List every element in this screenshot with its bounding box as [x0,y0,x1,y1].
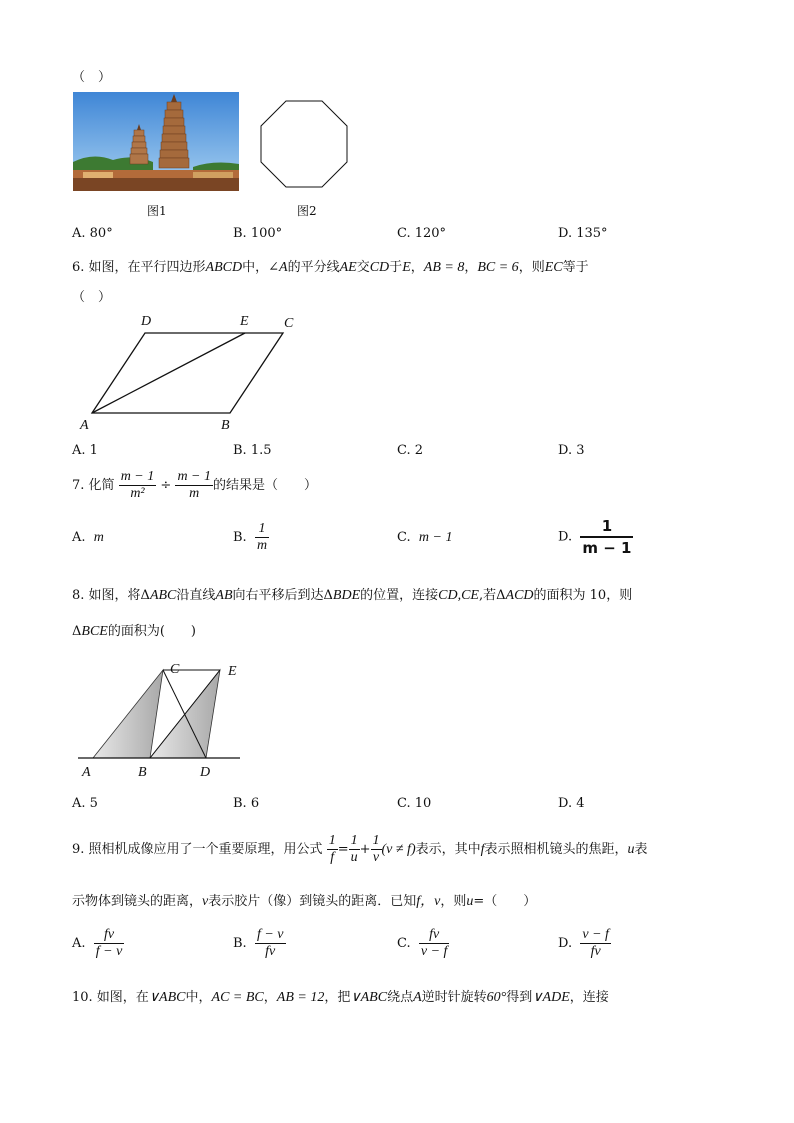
q6-label-b: B [221,418,230,433]
q6-paren: （ ） [72,290,112,305]
q9-option-c[interactable]: C. $\frac{fv}{v - f}$ [397,927,448,959]
fig2-caption: 图2 [297,204,317,218]
q6-label-c: C [284,316,294,331]
q8-label-e: E [228,664,237,679]
q5-paren: （ ） [72,70,112,85]
q7-option-c[interactable]: C. m − 1 [397,530,453,545]
q10-stem: 10. 如图，在∨ABC中，AC = BC，AB = 12，把∨ABC绕点A逆时针旋转60°得到∨ADE，连接 [72,990,609,1005]
parallelogram-figure [78,312,308,436]
q8-stem-line1: 8. 如图，将ΔABC沿直线AB向右平移后到达ΔBDE的位置，连接CD,CE,若ΔACD的面积为 10，则 [72,588,633,603]
q9-option-b[interactable]: B. $\frac{f - v}{fv}$ [233,927,284,959]
q9-stem-line2: 示物体到镜头的距离，v表示胶片（像）到镜头的距离．已知f，v，则u=（ ） [72,894,537,909]
pagoda-photo [73,92,239,191]
q8-option-a[interactable]: A. 5 [72,796,98,811]
q7-option-a[interactable]: A. m [72,530,104,545]
q7-option-d[interactable]: D. $\frac{1}{m - 1}$ [558,517,632,557]
q5-option-d[interactable]: D. 135° [558,226,608,241]
q6-option-b[interactable]: B. 1.5 [233,443,272,458]
q7-option-b[interactable]: B. $\frac{1}{m}$ [233,521,268,553]
q7-stem: 7. 化简 $\frac{m - 1}{\text{m²}}$ ÷ $\frac{m - 1}{m}$ 的结果是（ ） [72,469,318,501]
q6-option-a[interactable]: A. 1 [72,443,98,458]
q8-label-a: A [82,765,91,780]
q8-label-b: B [138,765,147,780]
q8-stem-line2: ΔBCE的面积为( ) [72,624,196,639]
q8-option-c[interactable]: C. 10 [397,796,432,811]
q8-label-d: D [200,765,211,780]
q8-option-d[interactable]: D. 4 [558,796,585,811]
q6-option-c[interactable]: C. 2 [397,443,424,458]
q8-option-b[interactable]: B. 6 [233,796,260,811]
q9-option-d[interactable]: D. $\frac{v - f}{fv}$ [558,927,609,959]
octagon-figure [258,98,350,190]
q6-option-d[interactable]: D. 3 [558,443,585,458]
translation-figure [78,662,248,764]
q9-option-a[interactable]: A. $\frac{fv}{f - v}$ [72,927,123,959]
q6-label-a: A [80,418,89,433]
q6-label-d: D [141,314,152,329]
q6-stem: 6. 如图，在平行四边形ABCD中，∠A的平分线AE交CD于E，AB = 8，BC = 6，则EC等于 [72,260,589,275]
q8-label-c: C [170,662,180,677]
q5-option-c[interactable]: C. 120° [397,226,447,241]
q5-option-a[interactable]: A. 80° [72,226,113,241]
q9-stem-line1: 9. 照相机成像应用了一个重要原理，用公式 $\frac{1}{f}$ = $\frac{1}{u}$ + $\frac{1}{v}$ (v ≠ f)表示，其中f表示照相机镜头的焦距，u表 [72,833,648,865]
q5-option-b[interactable]: B. 100° [233,226,283,241]
q6-label-e: E [240,314,249,329]
fig1-caption: 图1 [147,204,167,218]
